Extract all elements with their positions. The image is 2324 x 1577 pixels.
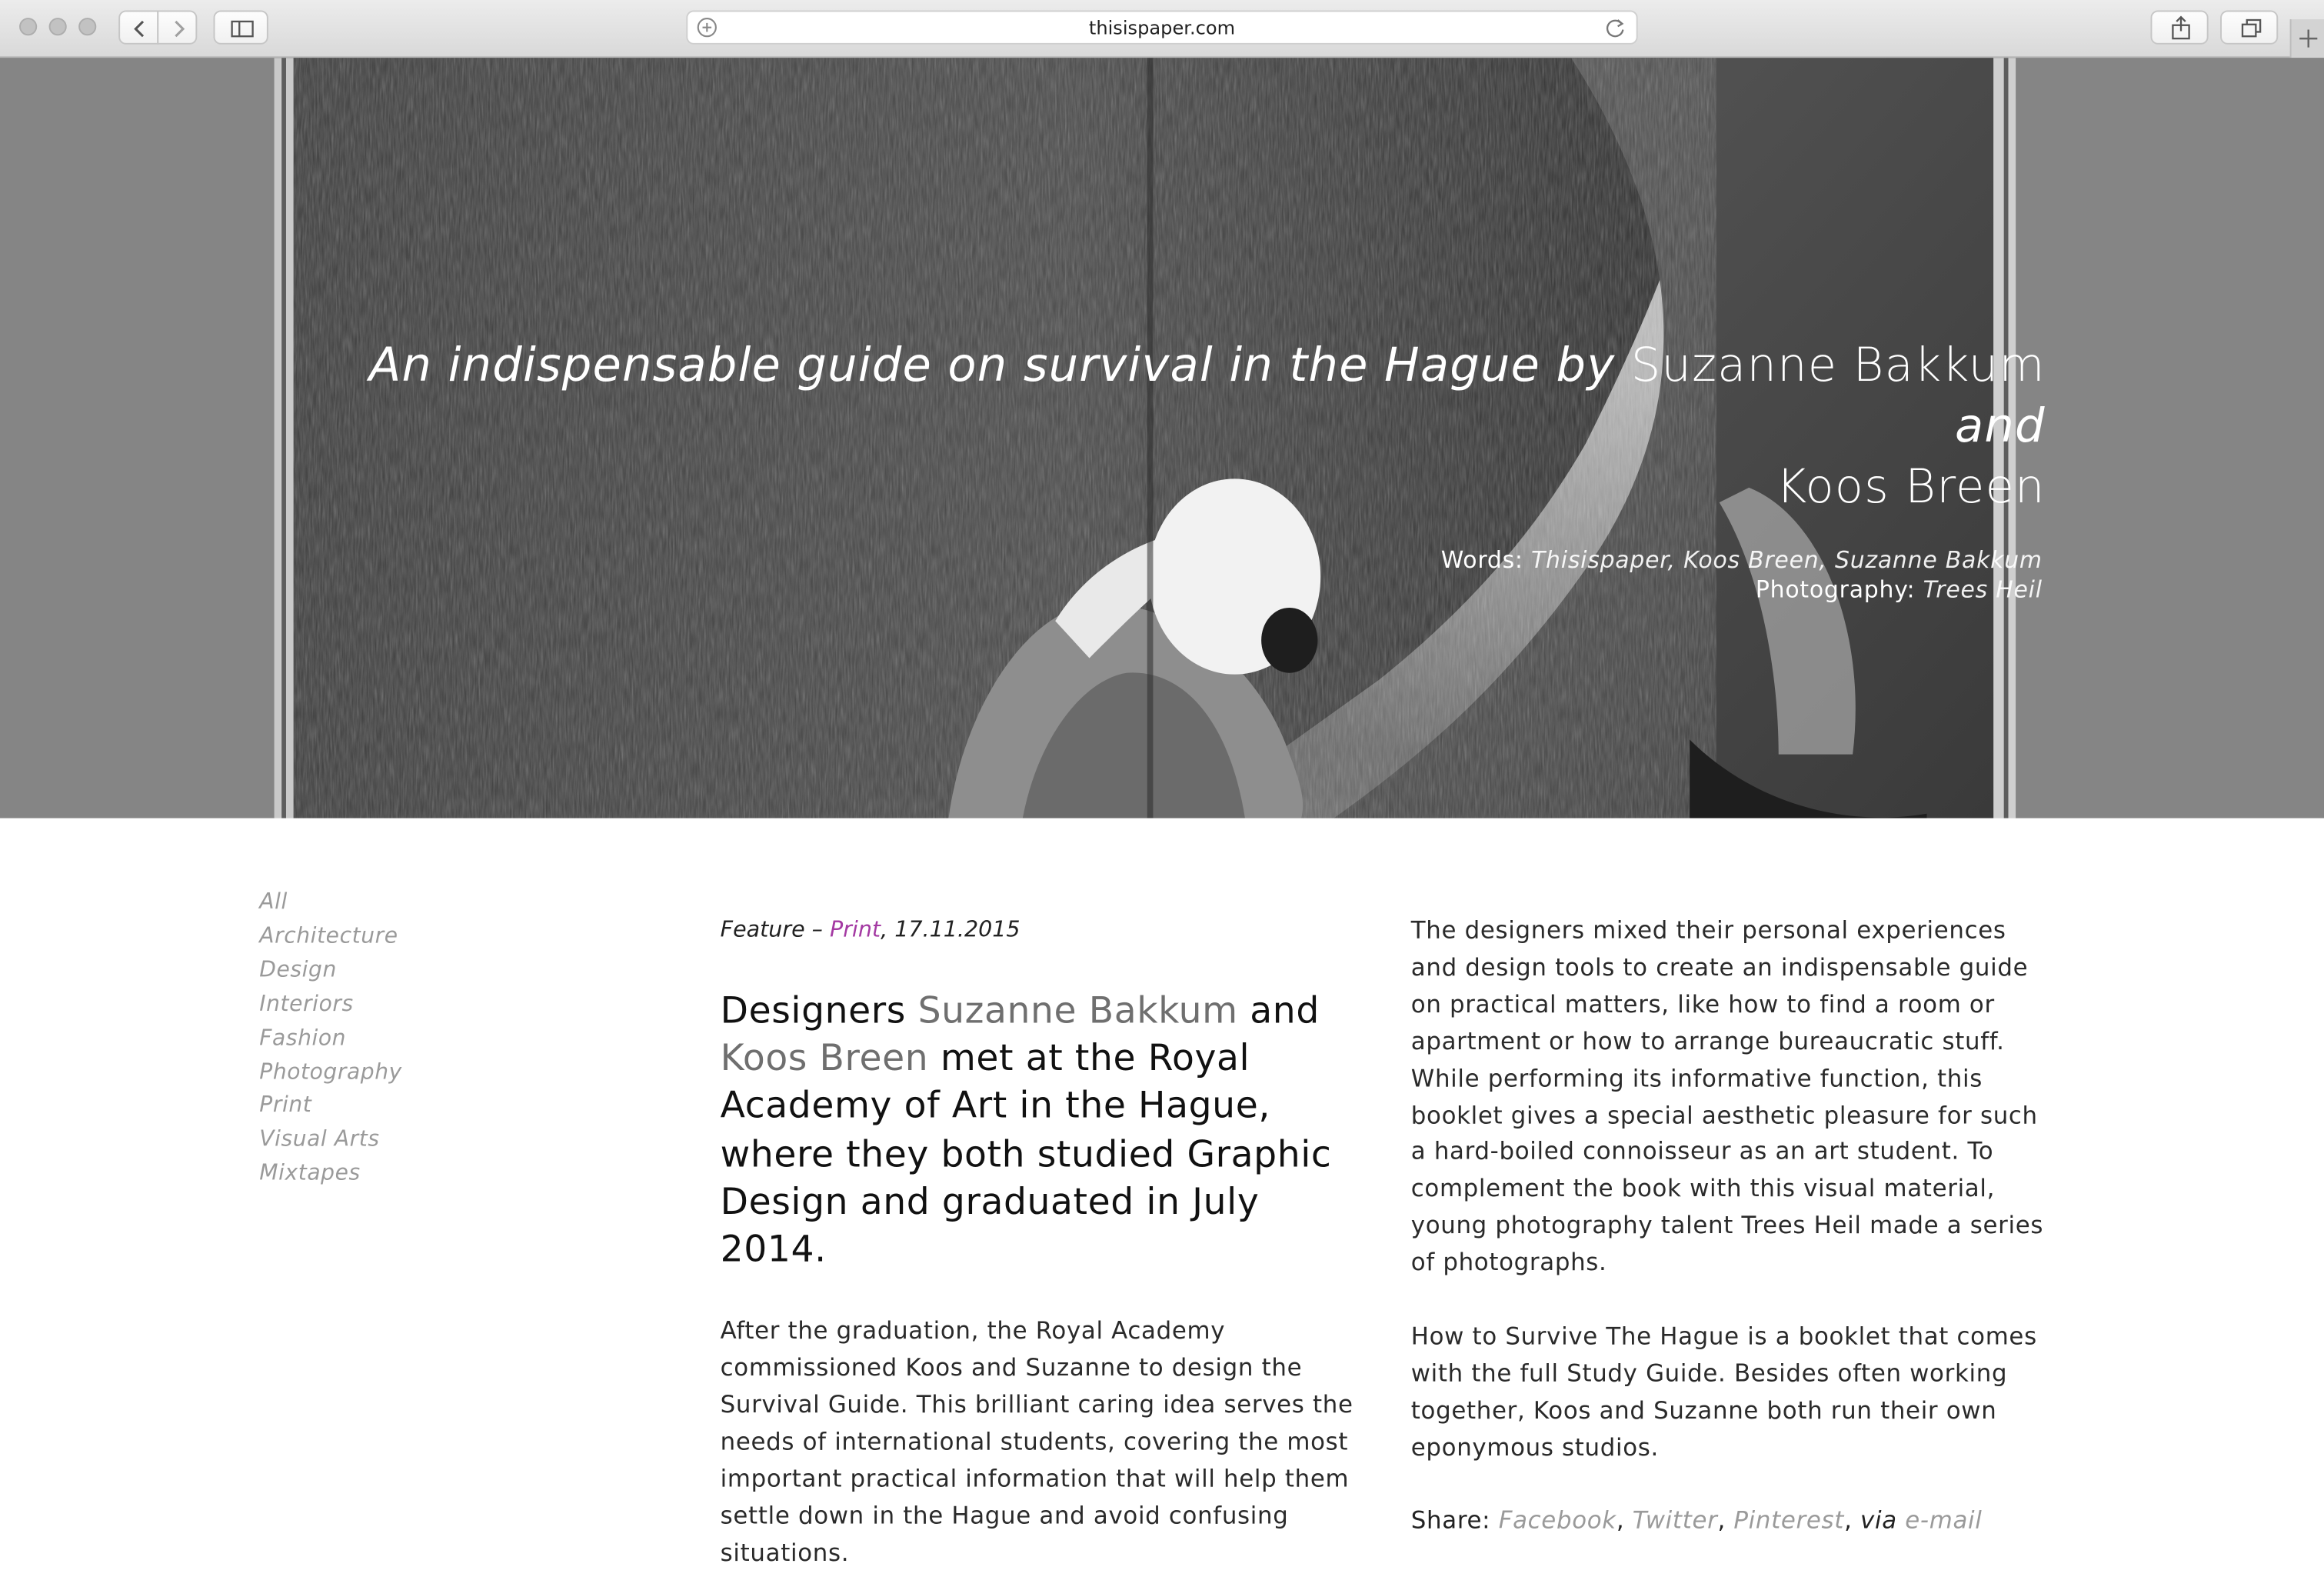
category-link-mixtapes[interactable]: Mixtapes	[259, 1161, 361, 1186]
hero-title-text: An indispensable guide on survival in the Hague by	[368, 339, 1631, 393]
share-button[interactable]	[2150, 10, 2208, 44]
share-separator: ,	[1717, 1506, 1734, 1535]
share-icon	[2152, 12, 2209, 45]
lead-text-3: met at the Royal Academy of Art in the Hague, where they both studied Graphic Design and graduated in July 2014.	[720, 1036, 1332, 1271]
hero-banner	[0, 58, 2324, 818]
share-row	[1411, 1504, 2052, 1541]
article-column-left	[721, 915, 1358, 1572]
url-text: thisispaper.com	[1088, 16, 1236, 39]
share-pinterest-link[interactable]: Pinterest	[1733, 1506, 1845, 1535]
category-link-design[interactable]: Design	[259, 957, 337, 983]
category-link-interiors[interactable]: Interiors	[259, 991, 354, 1017]
forward-icon	[158, 12, 198, 45]
lead-text-2: and	[1237, 989, 1320, 1032]
category-nav	[259, 886, 402, 1192]
hero-title	[356, 336, 2046, 518]
hero-credits	[1037, 545, 2043, 605]
share-via: via	[1860, 1506, 1897, 1535]
photo-label: Photography:	[1755, 576, 1923, 604]
article-paragraph-2: The designers mixed their personal experiences and design tools to create an indispensable guide on practical matters, like how to find a room or apartment or how to arrange bureaucratic stuff. While performing its informative function, this booklet gives a special aesthetic pleasure for such a hard-boiled connoisseur as an art student. To complement the book with this visual material, young photography talent Trees Heil made a series of photographs.	[1410, 915, 2044, 1277]
category-link-print[interactable]: Print	[259, 1092, 312, 1119]
article-paragraph-3: How to Survive The Hague is a booklet that comes with the full Study Guide. Besides often working together, Koos and Suzanne both run their own eponymous studios.	[1410, 1322, 2037, 1462]
lead-name-koos[interactable]: Koos Breen	[720, 1036, 929, 1080]
close-window-button[interactable]	[19, 18, 37, 35]
reload-icon[interactable]	[1600, 12, 1630, 42]
category-link-photography[interactable]: Photography	[259, 1059, 402, 1085]
share-separator: ,	[1616, 1506, 1633, 1535]
lead-text-1: Designers	[720, 989, 918, 1032]
tabs-overview-button[interactable]	[2220, 10, 2278, 44]
share-separator: ,	[1844, 1506, 1861, 1535]
back-icon	[120, 12, 160, 45]
hero-author-2[interactable]: Koos Breen	[1776, 461, 2046, 515]
hero-and: and	[1954, 400, 2046, 454]
article-column-right	[1411, 913, 2052, 1541]
hero-author-1[interactable]: Suzanne Bakkum	[1630, 339, 2046, 393]
words-value: Thisispaper, Koos Breen, Suzanne Bakkum	[1531, 546, 2043, 574]
share-label: Share:	[1410, 1506, 1499, 1535]
share-email-link[interactable]: e-mail	[1905, 1506, 1983, 1535]
minimize-window-button[interactable]	[49, 18, 67, 35]
back-button[interactable]	[118, 10, 158, 44]
category-link-all[interactable]: All	[259, 889, 288, 915]
sidebar-icon	[215, 12, 269, 45]
category-link-fashion[interactable]: Fashion	[259, 1025, 347, 1051]
category-link-architecture[interactable]: Architecture	[259, 923, 398, 949]
photo-value: Trees Heil	[1923, 576, 2043, 604]
article-paragraph-1: After the graduation, the Royal Academy commissioned Koos and Suzanne to design the Survival Guide. This brilliant caring idea serves the needs of international students, covering the most important practical information that will help them settle down in the Hague and avoid confusing situations.	[720, 1316, 1353, 1566]
article-lead	[721, 987, 1358, 1273]
new-tab-icon	[2292, 19, 2324, 58]
meta-date: , 17.11.2015	[881, 917, 1020, 943]
share-twitter-link[interactable]: Twitter	[1632, 1506, 1718, 1535]
article-meta	[721, 915, 1358, 947]
tabs-overview-icon	[2222, 12, 2279, 45]
sidebar-toggle-button[interactable]	[214, 10, 268, 44]
lead-name-suzanne[interactable]: Suzanne Bakkum	[917, 989, 1238, 1032]
forward-button[interactable]	[157, 10, 197, 44]
new-tab-button[interactable]	[2290, 19, 2324, 58]
meta-category-link[interactable]: Print	[830, 917, 881, 943]
category-link-visual-arts[interactable]: Visual Arts	[259, 1126, 380, 1152]
browser-toolbar	[0, 0, 2324, 58]
zoom-window-button[interactable]	[78, 18, 96, 35]
credits-words	[1037, 545, 2043, 575]
meta-type: Feature –	[720, 917, 831, 943]
share-facebook-link[interactable]: Facebook	[1498, 1506, 1616, 1535]
address-bar[interactable]	[686, 10, 1637, 44]
words-label: Words:	[1440, 546, 1532, 574]
credits-photography	[1037, 575, 2043, 605]
